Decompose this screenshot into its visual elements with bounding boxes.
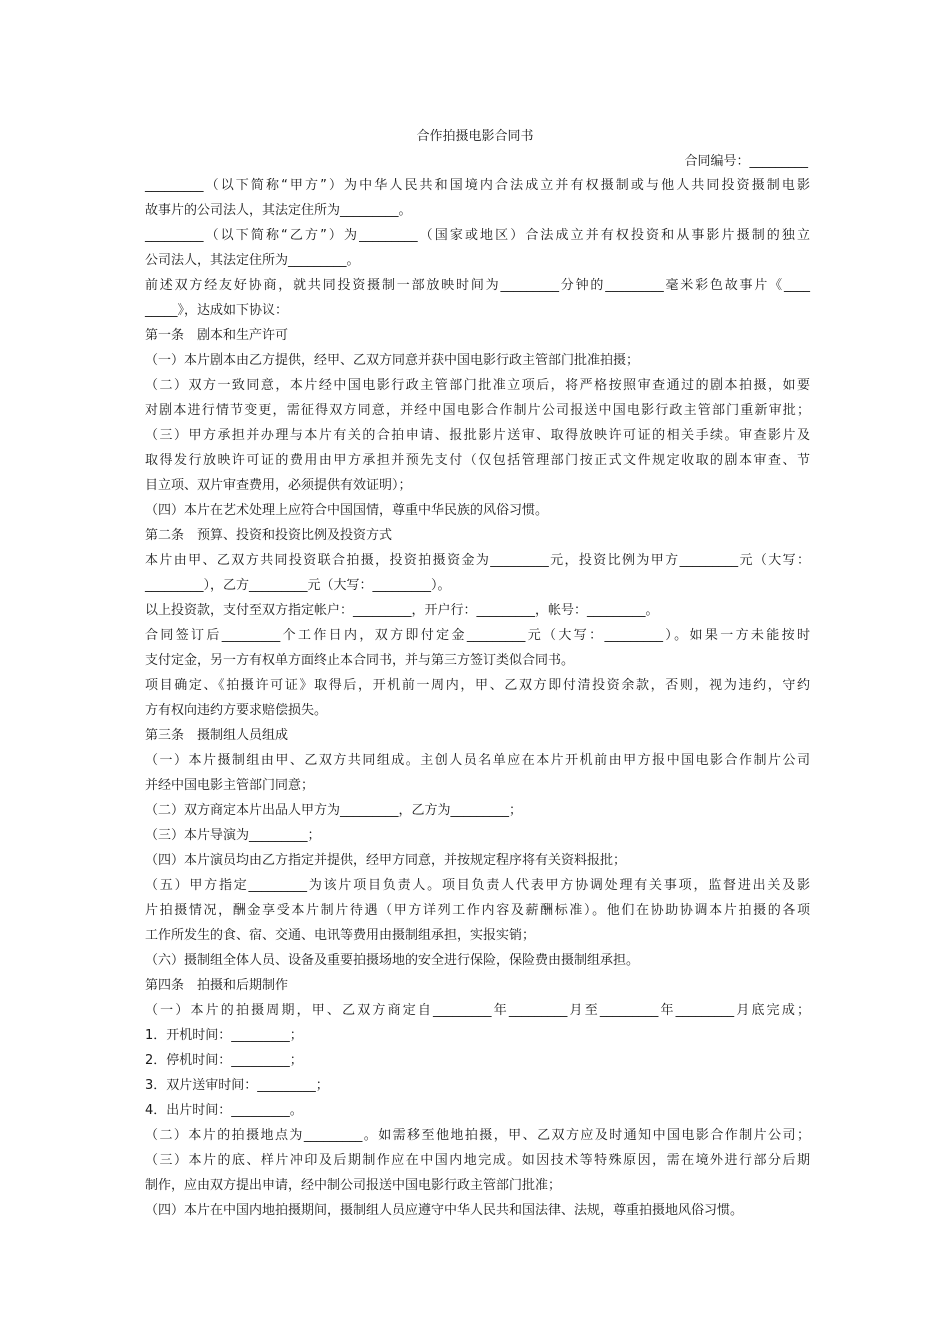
- page-title: 合作拍摄电影合同书: [416, 129, 534, 144]
- contract-line: （一）本片摄制组由甲、乙双方共同组成。主创人员名单应在本片开机前由甲方报中国电影合作制片公司: [145, 753, 810, 768]
- contract-line: （三）本片导演为_________；: [145, 828, 321, 843]
- contract-line: 故事片的公司法人，其法定住所为_________。: [145, 203, 412, 218]
- contract-line: （二）本片的拍摄地点为_________。如需移至他地拍摄，甲、乙双方应及时通知中国电影合作制片公司；: [145, 1128, 810, 1143]
- contract-line: （二）双方一致同意，本片经中国电影行政主管部门批准立项后，将严格按照审查通过的剧本拍摄，如要: [145, 378, 810, 393]
- contract-line: _________），乙方_________元（大写：_________）。: [145, 578, 451, 593]
- contract-line: 第四条 拍摄和后期制作: [145, 978, 289, 993]
- contract-line: 第一条 剧本和生产许可: [145, 328, 289, 343]
- contract-line: 公司法人，其法定住所为_________。: [145, 253, 360, 268]
- contract-line: 2．停机时间：_________；: [145, 1053, 303, 1068]
- contract-line: 3．双片送审时间：_________；: [145, 1078, 329, 1093]
- contract-line: 并经中国电影主管部门同意；: [145, 778, 315, 793]
- contract-line: 第二条 预算、投资和投资比例及投资方式: [145, 528, 393, 543]
- contract-line: 项目确定、《拍摄许可证》取得后，开机前一周内，甲、乙双方即付清投资余款，否则，视为违约，守约: [145, 678, 810, 693]
- contract-line: （一）本片的拍摄周期，甲、乙双方商定自_________年_________月至_________年_________月底完成；: [145, 1003, 810, 1018]
- contract-line: 目立项、双片审查费用，必须提供有效证明）；: [145, 478, 412, 493]
- contract-line: _____》，达成如下协议：: [145, 303, 289, 318]
- contract-line: （四）本片在中国内地拍摄期间，摄制组人员应遵守中华人民共和国法律、法规，尊重拍摄地风俗习惯。: [145, 1203, 744, 1218]
- contract-line: （三）本片的底、样片冲印及后期制作应在中国内地完成。如因技术等特殊原因，需在境外进行部分后期: [145, 1153, 810, 1168]
- contract-line: 方有权向违约方要求赔偿损失。: [145, 703, 328, 718]
- contract-line: 制作，应由双方提出申请，经中制公司报送中国电影行政主管部门批准；: [145, 1178, 562, 1193]
- contract-line: _________（以下简称“乙方”）为_________（国家或地区）合法成立并有权投资和从事影片摄制的独立: [145, 228, 810, 243]
- contract-line: 支付定金，另一方有权单方面终止本合同书，并与第三方签订类似合同书。: [145, 653, 575, 668]
- contract-line: （四）本片演员均由乙方指定并提供，经甲方同意，并按规定程序将有关资料报批；: [145, 853, 627, 868]
- contract-line: 对剧本进行情节变更，需征得双方同意，并经中国电影合作制片公司报送中国电影行政主管部门重新审批；: [145, 403, 810, 418]
- contract-line: 工作所发生的食、宿、交通、电讯等费用由摄制组承担，实报实销；: [145, 928, 536, 943]
- contract-line: （二）双方商定本片出品人甲方为_________，乙方为_________；: [145, 803, 523, 818]
- contract-line: 第三条 摄制组人员组成: [145, 728, 289, 743]
- contract-line: 片拍摄情况，酬金享受本片制片待遇（甲方详列工作内容及薪酬标准）。他们在协助协调本片拍摄的各项: [145, 903, 810, 918]
- contract-line: （五）甲方指定_________为该片项目负责人。项目负责人代表甲方协调处理有关事项，监督进出关及影: [145, 878, 810, 893]
- contract-line: 以上投资款，支付至双方指定帐户：_________，开户行：_________，帐号：_________。: [145, 603, 659, 618]
- contract-line: （一）本片剧本由乙方提供，经甲、乙双方同意并获中国电影行政主管部门批准拍摄；: [145, 353, 640, 368]
- contract-line: （六）摄制组全体人员、设备及重要拍摄场地的安全进行保险，保险费由摄制组承担。: [145, 953, 640, 968]
- contract-line: 合同签订后_________个工作日内，双方即付定金_________元（大写：_________）。如果一方未能按时: [145, 628, 810, 643]
- contract-line: 取得发行放映许可证的费用由甲方承担并预先支付（仅包括管理部门按正式文件规定收取的剧本审查、节: [145, 453, 810, 468]
- contract-line: （四）本片在艺术处理上应符合中国国情，尊重中华民族的风俗习惯。: [145, 503, 549, 518]
- contract-line: 1．开机时间：_________；: [145, 1028, 303, 1043]
- contract-line: 4．出片时间：_________。: [145, 1103, 303, 1118]
- contract-line: （三）甲方承担并办理与本片有关的合拍申请、报批影片送审、取得放映许可证的相关手续。审查影片及: [145, 428, 810, 443]
- contract-line: 前述双方经友好协商，就共同投资摄制一部放映时间为_________分钟的_________毫米彩色故事片《____: [145, 278, 810, 293]
- contract-line: _________（以下简称“甲方”）为中华人民共和国境内合法成立并有权摄制或与他人共同投资摄制电影: [145, 178, 810, 193]
- contract-number: 合同编号：_________: [684, 154, 808, 169]
- contract-line: 本片由甲、乙双方共同投资联合拍摄，投资拍摄资金为_________元，投资比例为甲方_________元（大写：: [145, 553, 810, 568]
